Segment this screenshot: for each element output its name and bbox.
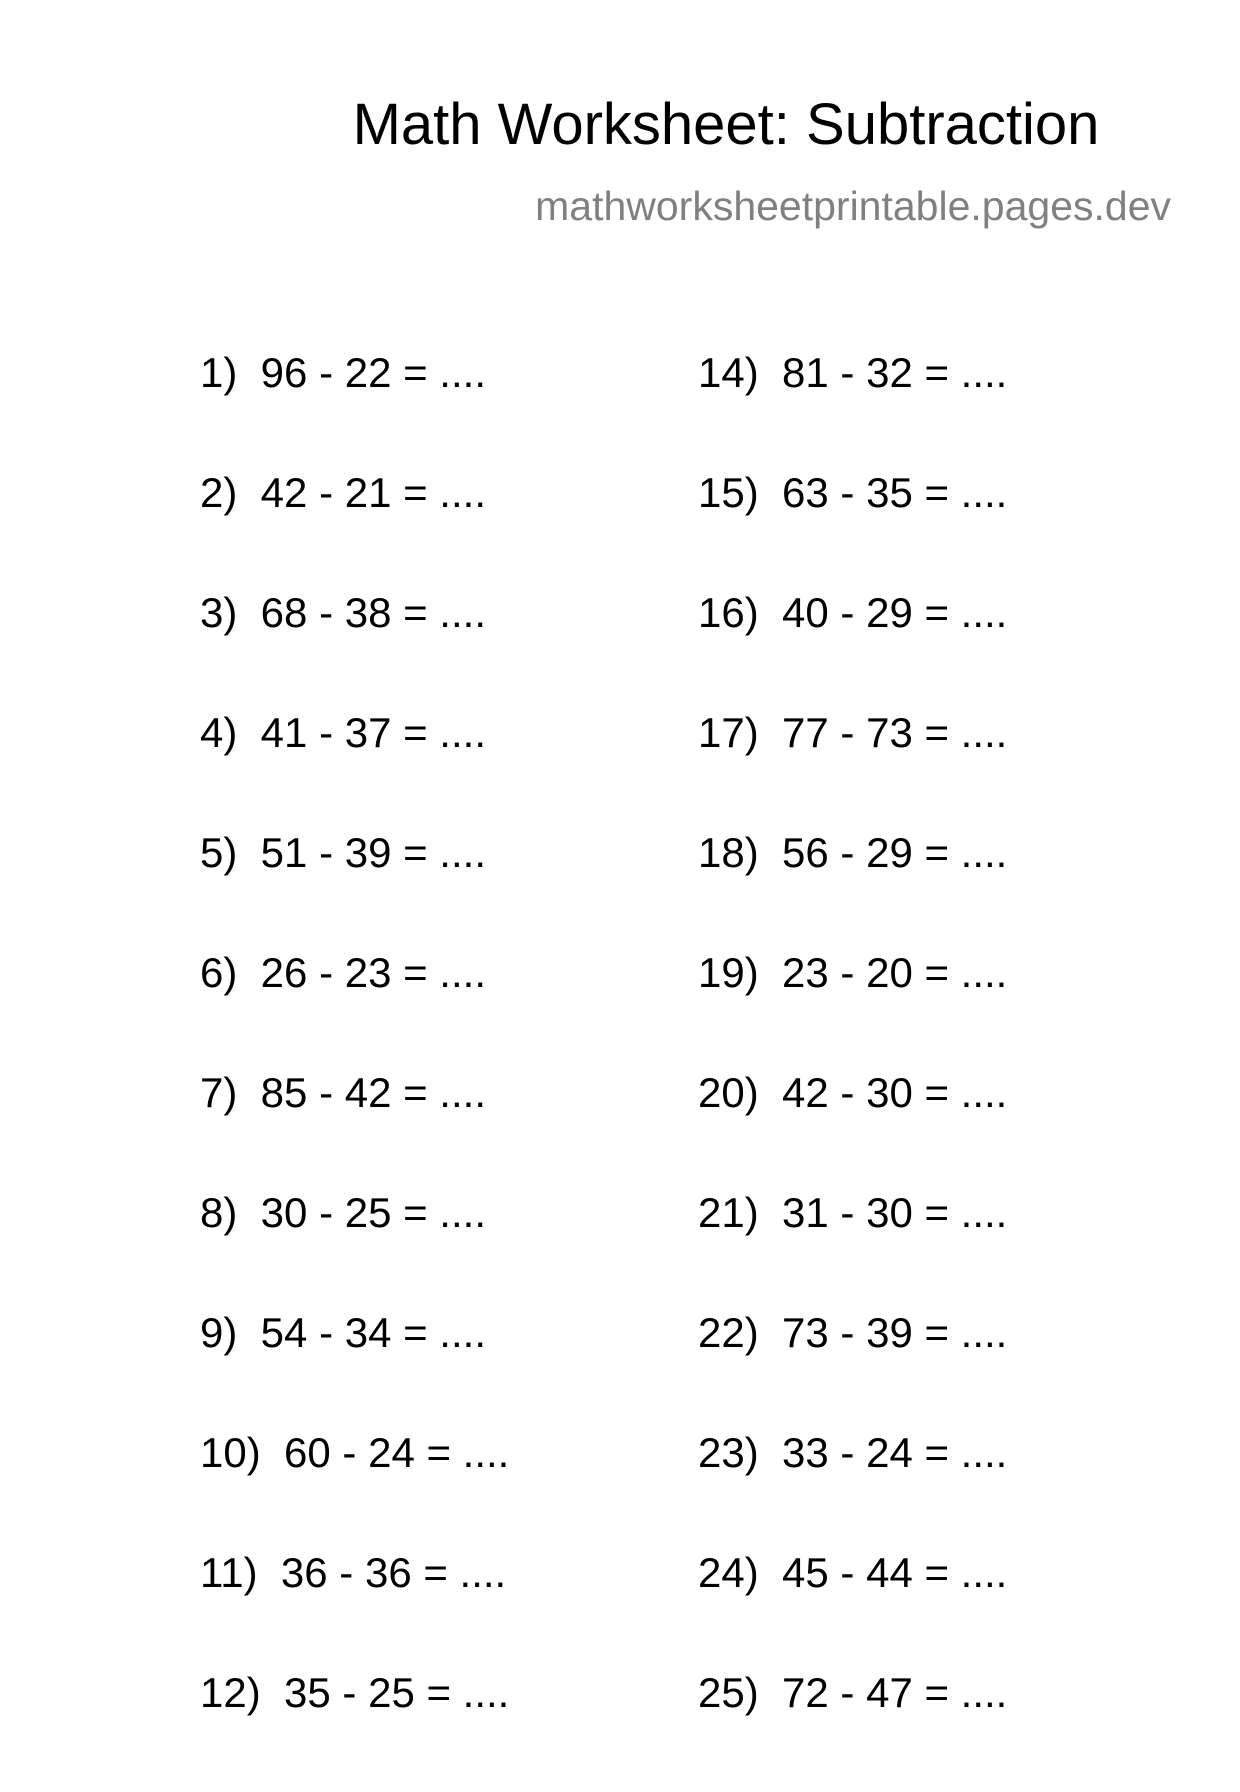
problem-14: 14) 81 - 32 = ....: [698, 349, 1008, 396]
problem-12: 12) 35 - 25 = ....: [200, 1669, 510, 1716]
problem-24: 24) 45 - 44 = ....: [698, 1549, 1008, 1596]
problem-11: 11) 36 - 36 = ....: [200, 1549, 507, 1596]
problem-2: 2) 42 - 21 = ....: [200, 469, 486, 516]
problem-3: 3) 68 - 38 = ....: [200, 589, 486, 636]
problem-18: 18) 56 - 29 = ....: [698, 829, 1008, 876]
problem-22: 22) 73 - 39 = ....: [698, 1309, 1008, 1356]
problem-25: 25) 72 - 47 = ....: [698, 1669, 1008, 1716]
problem-23: 23) 33 - 24 = ....: [698, 1429, 1008, 1476]
worksheet-title: Math Worksheet: Subtraction: [352, 92, 1100, 157]
problem-7: 7) 85 - 42 = ....: [200, 1069, 486, 1116]
problem-4: 4) 41 - 37 = ....: [200, 709, 486, 756]
problem-column-right: [698, 349, 1008, 1792]
problem-column-left: [200, 349, 510, 1792]
problem-6: 6) 26 - 23 = ....: [200, 949, 486, 996]
problem-16: 16) 40 - 29 = ....: [698, 589, 1008, 636]
problem-1: 1) 96 - 22 = ....: [200, 349, 486, 396]
problem-19: 19) 23 - 20 = ....: [698, 949, 1008, 996]
problem-5: 5) 51 - 39 = ....: [200, 829, 486, 876]
problem-10: 10) 60 - 24 = ....: [200, 1429, 510, 1476]
problem-9: 9) 54 - 34 = ....: [200, 1309, 486, 1356]
site-url: mathworksheetprintable.pages.dev: [535, 183, 1171, 229]
problem-21: 21) 31 - 30 = ....: [698, 1189, 1008, 1236]
problem-17: 17) 77 - 73 = ....: [698, 709, 1008, 756]
problem-20: 20) 42 - 30 = ....: [698, 1069, 1008, 1116]
problem-15: 15) 63 - 35 = ....: [698, 469, 1008, 516]
problem-8: 8) 30 - 25 = ....: [200, 1189, 486, 1236]
